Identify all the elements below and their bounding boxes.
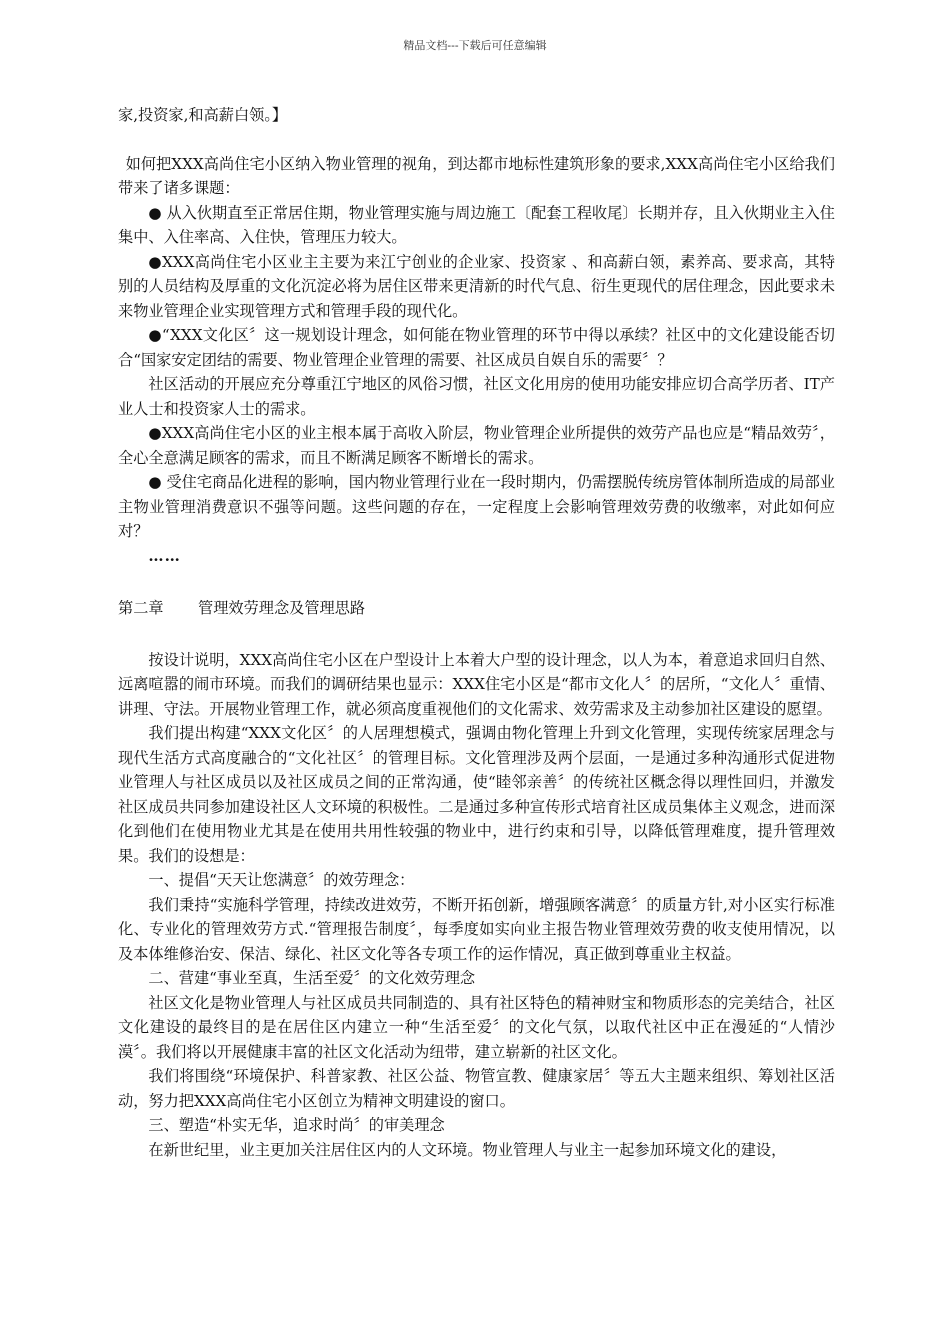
bullet-paragraph: ● 受住宅商品化进程的影响，国内物业管理行业在一段时期内，仍需摆脱传统房管体制所造成的局部业主物业管理消费意识不强等问题。这些问题的存在，一定程度上会影响管理效劳费的收缴率，对此如何应对？ [118, 473, 835, 540]
chapter-number: 第二章 [118, 599, 164, 617]
chapter-title: 管理效劳理念及管理思路 [198, 599, 366, 617]
paragraph: 社区文化是物业管理人与社区成员共同制造的、具有社区特色的精神财宝和物质形态的完美结合，社区文化建设的最终目的是在居住区内建立一种“生活至爱〞的文化气氛，以取代社区中正在漫延的“人情沙漠〞。我们将以开展健康丰富的社区文化活动为纽带，建立崭新的社区文化。 [118, 993, 835, 1061]
bullet-paragraph: ● 从入伙期直至正常居住期，物业管理实施与周边施工〔配套工程收尾〕长期并存，且入伙期业主入住集中、入住率高、入住快，管理压力较大。 [118, 203, 835, 246]
paragraph: 社区活动的开展应充分尊重江宁地区的风俗习惯，社区文化用房的使用功能安排应切合高学历者、IT产业人士和投资家人士的需求。 [118, 375, 835, 418]
paragraph: 如何把XXX高尚住宅小区纳入物业管理的视角，到达都市地标性建筑形象的要求,XXX高尚住宅小区给我们带来了诸多课题： [118, 154, 835, 197]
paragraph: 我们将围绕“环境保护、科普家教、社区公益、物管宣教、健康家居〞等五大主题来组织、筹划社区活动，努力把XXX高尚住宅小区创立为精神文明建设的窗口。 [118, 1067, 835, 1110]
bullet-paragraph: ●XXX高尚住宅小区业主主要为来江宁创业的企业家、投资家 、和高薪白领，素养高、要求高，其特别的人员结构及厚重的文化沉淀必将为居住区带来更清新的时代气息、衍生更现代的居住理念，因此要求未来物业管理企业实现管理方式和管理手段的现代化。 [118, 252, 835, 320]
page-header: 精品文档---下载后可任意编辑 [403, 39, 547, 52]
section-heading: 三、塑造“朴实无华，追求时尚〞的审美理念 [148, 1116, 445, 1134]
bullet-paragraph: ●XXX高尚住宅小区的业主根本属于高收入阶层，物业管理企业所提供的效劳产品也应是“精品效劳〞，全心全意满足顾客的需求，而且不断满足顾客不断增长的需求。 [118, 424, 835, 467]
document-body [118, 103, 835, 1162]
chapter-heading [118, 596, 835, 621]
bullet-paragraph: ●“XXX文化区〞这一规划设计理念，如何能在物业管理的环节中得以承续？社区中的文化建设能否切合“国家安定团结的需要、物业管理企业管理的需要、社区成员自娱自乐的需要〞？ [118, 326, 835, 369]
section-heading: 一、提倡“天天让您满意〞的效劳理念： [148, 871, 415, 889]
paragraph: 我们提出构建“XXX文化区〞的人居理想模式，强调由物化管理上升到文化管理，实现传统家居理念与现代生活方式高度融合的“文化社区〞的管理目标。文化管理涉及两个层面，一是通过多种沟通形式促进物业管理人与社区成员以及社区成员之间的正常沟通，使“睦邻亲善〞的传统社区概念得以理性回归，并激发社区成员共同参加建设社区人文环境的积极性。二是通过多种宣传形式培育社区成员集体主义观念，进而深化到他们在使用物业尤其是在使用共用性较强的物业中，进行约束和引导，以降低管理难度，提升管理效果。我们的设想是： [118, 724, 835, 865]
paragraph: 在新世纪里，业主更加关注居住区内的人文环境。物业管理人与业主一起参加环境文化的建设， [148, 1140, 787, 1159]
paragraph: 我们秉持“实施科学管理，持续改进效劳，不断开拓创新，增强顾客满意〞的质量方针,对小区实行标准化、专业化的管理效劳方式.“管理报告制度〞，每季度如实向业主报告物业管理效劳费的收支使用情况，以及本体维修治安、保洁、绿化、社区文化等各专项工作的运作情况，真正做到尊重业主权益。 [118, 895, 835, 963]
section-heading: 二、营建“事业至真，生活至爱〞的文化效劳理念 [148, 969, 476, 987]
paragraph: 按设计说明，XXX高尚住宅小区在户型设计上本着大户型的设计理念，以人为本，着意追求回归自然、远离喧嚣的闹市环境。而我们的调研结果也显示：XXX住宅小区是“都市文化人〞的居所，“文化人〞重情、讲理、守法。开展物业管理工作，就必须高度重视他们的文化需求、效劳需求及主动参加社区建设的愿望。 [118, 650, 835, 718]
paragraph: 家,投资家,和高薪白领。】 [118, 106, 288, 124]
ellipsis: …… [148, 546, 181, 565]
